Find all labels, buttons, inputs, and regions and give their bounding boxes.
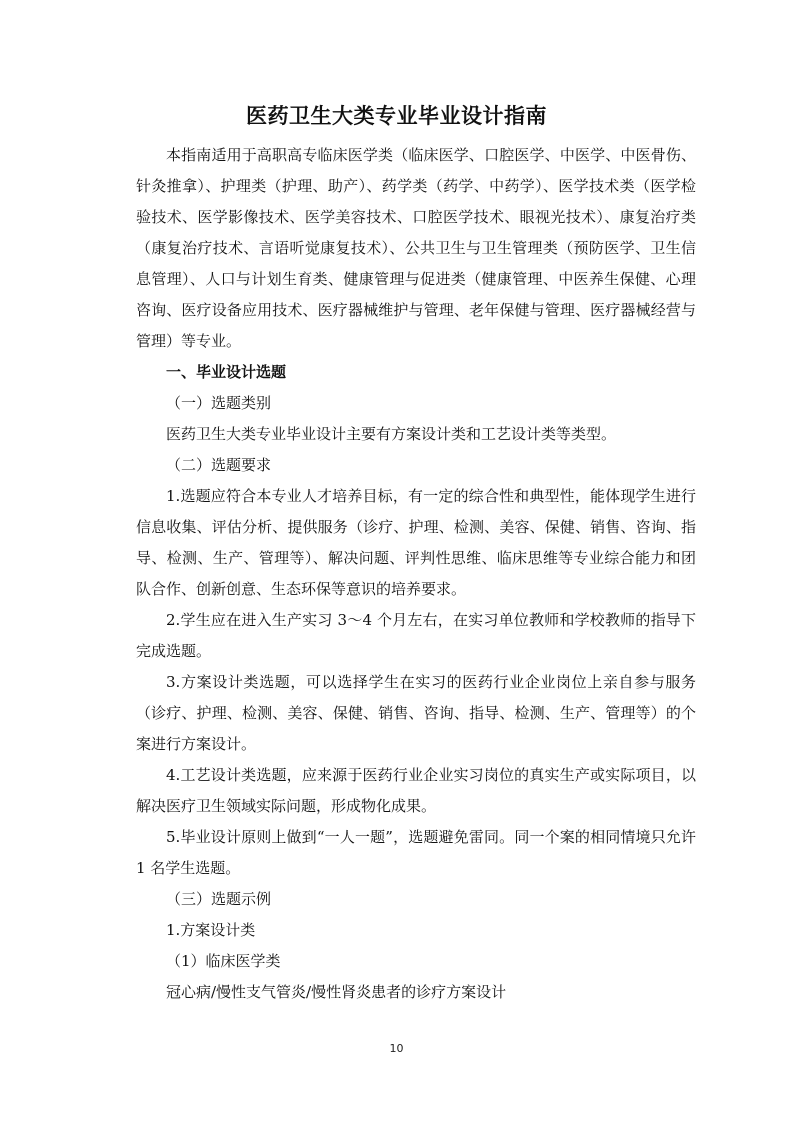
subheading-topic-requirements: （二）选题要求: [166, 456, 272, 474]
requirement-2: 2.学生应在进入生产实习 3～4 个月左右，在实习单位教师和学校教师的指导下完成选题。: [136, 611, 696, 660]
requirement-3: 3.方案设计类选题，可以选择学生在实习的医药行业企业岗位上亲自参与服务（诊疗、护理、检测、美容、保健、销售、咨询、指导、检测、生产、管理等）的个案进行方案设计。: [136, 673, 696, 753]
section-heading-topic-selection: 一、毕业设计选题: [166, 363, 287, 381]
document-title: 医药卫生大类专业毕业设计指南: [246, 104, 547, 128]
subheading-topic-examples: （三）选题示例: [166, 890, 272, 908]
example-item: 冠心病/慢性支气管炎/慢性肾炎患者的诊疗方案设计: [166, 983, 507, 1001]
page-number: 10: [389, 1042, 404, 1055]
subheading-topic-category: （一）选题类别: [166, 394, 272, 412]
intro-paragraph: 本指南适用于高职高专临床医学类（临床医学、口腔医学、中医学、中医骨伤、针灸推拿）、护理类（护理、助产）、药学类（药学、中药学）、医学技术类（医学检验技术、医学影像技术、医学美容技术、口腔医学技术、眼视光技术）、康复治疗类（康复治疗技术、言语听觉康复技术）、公共卫生与卫生管理类（预防医学、卫生信息管理）、人口与计划生育类、健康管理与促进类（健康管理、中医养生保健、心理咨询、医疗设备应用技术、医疗器械维护与管理、老年保健与管理、医疗器械经营与管理）等专业。: [136, 146, 696, 350]
example-subcategory: （1）临床医学类: [166, 952, 281, 970]
requirement-5: 5.毕业设计原则上做到“一人一题”，选题避免雷同。同一个案的相同情境只允许 1 名学生选题。: [136, 828, 696, 877]
requirement-4: 4.工艺设计类选题，应来源于医药行业企业实习岗位的真实生产或实际项目，以解决医疗卫生领域实际问题，形成物化成果。: [136, 766, 696, 815]
document-body: [136, 140, 696, 1008]
example-category: 1.方案设计类: [166, 921, 256, 939]
topic-category-text: 医药卫生大类专业毕业设计主要有方案设计类和工艺设计类等类型。: [166, 425, 617, 443]
requirement-1: 1.选题应符合本专业人才培养目标，有一定的综合性和典型性，能体现学生进行信息收集、评估分析、提供服务（诊疗、护理、检测、美容、保健、销售、咨询、指导、检测、生产、管理等）、解决问题、评判性思维、临床思维等专业综合能力和团队合作、创新创意、生态环保等意识的培养要求。: [136, 487, 696, 598]
